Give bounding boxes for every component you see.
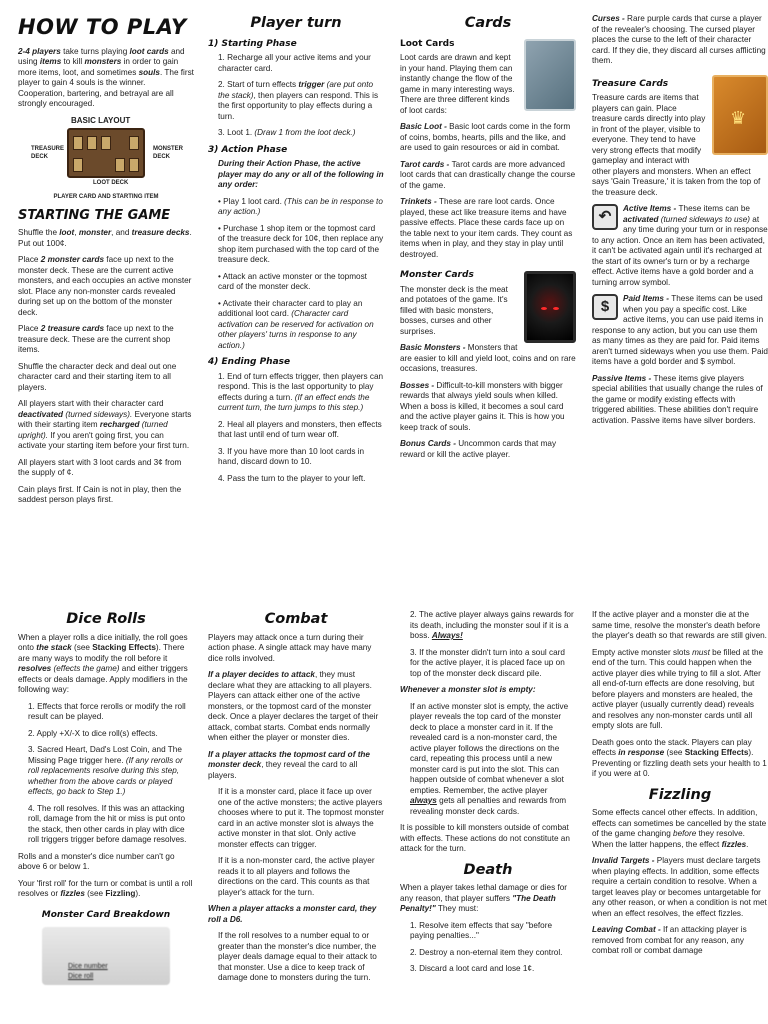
loot-cards-text: Loot cards are drawn and kept in your hand. Playing them can instantly change the flow of the game in many interesting ways. There are three different kinds of loot cards: — [400, 53, 515, 115]
first-roll-text: Your 'first roll' for the turn or combat is until a roll resolves or fizzles (see Fizzling). — [18, 878, 193, 899]
death-step-2: 2. Destroy a non-eternal item they control. — [410, 947, 563, 957]
treasure-cards-text: Treasure cards are items that players can gain. Place treasure cards directly into play in front of the player, visible to everyone. They tend to have very strong effects that modify gameplay and interact with other players and monsters. When an effect says 'Gain Treasure,' it is taken from the top of the treasure deck. — [592, 93, 761, 197]
end-step-3: 3. If you have more than 10 loot cards in hand, discard down to 10. — [218, 446, 365, 467]
combat-non-monster-card: If it is a non-monster card, the active player reads it to all players and follows the directions on the card. This counts as that player's attack for the turn. — [218, 856, 375, 897]
setup-step-4: Shuffle the character deck and deal out one character card and their starting item to all players. — [18, 361, 177, 392]
combat-roll-d6: When a player attacks a monster card, they roll a D6. — [208, 904, 377, 924]
game-board-illustration — [67, 128, 145, 178]
setup-step-1: Shuffle the loot, monster, and treasure decks. Put out 100¢. — [18, 228, 192, 248]
leaving-combat-text: Leaving Combat - If an attacking player is removed from combat for any reason, any combat roll or combat damage — [592, 925, 747, 956]
empty-slot-text: If an active monster slot is empty, the active player reveals the top card of the monster deck to place a monster card in it. If the revealed card is a non-monster card, the active player follows the directions on the card, repeating this process until a new monster card is put into the slot. This can happen outside of combat whenever a slot empties. Remember, the active player always gets all penalties and rewards from revealing monster deck cards. — [410, 701, 569, 816]
bonus-cards-text: Bonus Cards - Uncommon cards that may reward or kill the active player. — [400, 439, 557, 459]
simultaneous-death-text: If the active player and a monster die at the same time, resolve the monster's death before the player's death so that rewards are still given. — [592, 610, 767, 640]
combat-topmost: If a player attacks the topmost card of the monster deck, they reveal the card to all players. — [208, 749, 370, 780]
combat-declare: If a player decides to attack, they must declare what they are attacking to all players. Players can attack either one of the active monsters, or the topmost card of the monster deck. Once a player declares the target of their attack, combat starts. Combat ends normally when either the player or monster dies. — [208, 670, 379, 743]
layout-label-loot-deck: LOOT DECK — [93, 179, 129, 186]
dice-step-4: 4. The roll resolves. If this was an attacking roll, damage from the hit or miss is put onto the stack, then other cards in play with dice roll triggers trigger before damage resolves. — [28, 803, 187, 845]
combat-heading: Combat — [264, 611, 328, 627]
loot-cards-heading: Loot Cards — [400, 38, 455, 49]
basic-layout-diagram — [31, 116, 181, 192]
monster-death-column — [400, 610, 576, 981]
player-turn-column — [208, 14, 384, 490]
layout-label-treasure-deck: TREASURE DECK — [31, 145, 65, 160]
crown-icon: ♛ — [730, 107, 747, 128]
trinkets-text: Trinkets - These are rare loot cards. Once played, these act like treasure items and have passive effects. Place these cards face up on the table next to your item cards. They count as items when in play, and they stay in play until destroyed. — [400, 197, 573, 259]
dice-roll-label: Dice roll — [68, 973, 94, 981]
dice-rolls-column — [18, 610, 194, 985]
death-intro: When a player takes lethal damage or dies for any reason, that player suffers "The Death Penalty!" They must: — [400, 883, 568, 914]
setup-step-7: Cain plays first. If Cain is not in play, then the saddest person plays first. — [18, 484, 182, 505]
action-2: • Purchase 1 shop item or the topmost card of the treasure deck for 10¢, then replace any shop item purchased with the top card of the treasure deck. — [218, 223, 384, 265]
starting-game-heading: STARTING THE GAME — [18, 207, 171, 223]
fizzling-heading: Fizzling — [648, 786, 712, 803]
dice-number-label: Dice number — [68, 963, 108, 971]
combat-roll-resolve: If the roll resolves to a number equal to or greater than the monster's dice number, the player deals damage equal to their attack to that monster. Use a dice to keep track of damage done to monsters during the turn. — [218, 931, 377, 983]
tarot-text: Tarot cards - Tarot cards are more advanced loot cards that can drastically change the course of the game. — [400, 159, 576, 190]
dice-limits: Rolls and a monster's dice number can't go above 6 or below 1. — [18, 851, 175, 872]
monster-card-image — [524, 271, 576, 343]
ending-phase-heading: 4) Ending Phase — [208, 357, 291, 368]
setup-step-2: Place 2 monster cards face up next to the monster deck. These are the current active monsters, and each occupies an active monster slot. Place any non-monster cards revealed during set up on the bottom of the monster deck. — [18, 255, 192, 317]
dice-step-3: 3. Sacred Heart, Dad's Lost Coin, and The Missing Page trigger here. (If any rerolls or roll replacements resolve during this step, whether from the above cards or played effects, go back to Step 1.) — [28, 745, 183, 797]
cards-heading: Cards — [464, 15, 512, 31]
action-3: • Attack an active monster or the topmost card of the monster deck. — [218, 271, 367, 292]
layout-label-monster-deck: MONSTER DECK — [153, 145, 183, 160]
end-step-1: 1. End of turn effects trigger, then players can respond. This is the last opportunity to play effects during a turn. (If an effect ends the current turn, the turn jumps to this step.) — [218, 371, 384, 413]
passive-items-text: Passive Items - These items give players special abilities that usually change the rules of the game or modify existing effects with triggered abilities. These abilities don't require activation. Passive items have silver borders. — [592, 373, 763, 425]
dice-step-1: 1. Effects that force rerolls or modify the roll result can be played. — [28, 701, 186, 722]
death-step-3: 3. Discard a loot card and lose 1¢. — [410, 964, 535, 974]
invalid-targets-text: Invalid Targets - Players must declare targets when playing effects. In addition, some effects require a certain condition to resolve. When a target leaves play or becomes untargetable for any other reason, or when a condition is not met when an effect resolves, the effect fizzles. — [592, 856, 767, 918]
layout-label-player-card: PLAYER CARD AND STARTING ITEM — [53, 193, 159, 200]
setup-step-5: All players start with their character card deactivated (turned sideways). Everyone starts with their starting item recharged (turned upright). If you aren't going first, you can activate your starting item before your first turn. — [18, 399, 192, 451]
start-step-1: 1. Recharge all your active items and your character card. — [218, 53, 371, 73]
combat-column — [208, 610, 384, 990]
dice-step-2: 2. Apply +X/-X to dice roll(s) effects. — [28, 728, 158, 738]
basic-monsters-text: Basic Monsters - Monsters that are easier to kill and yield loot, coins and on rare occasions, treasures. — [400, 343, 576, 374]
turn-arrow-icon: ↶ — [592, 204, 618, 230]
player-turn-heading: Player turn — [250, 15, 342, 31]
action-phase-intro: During their Action Phase, the active player may do any or all of the following in any order: — [218, 159, 384, 190]
combat-intro: Players may attack once a turn during their action phase. A single attack may have many dice rolls involved. — [208, 632, 372, 663]
treasure-card-image — [712, 75, 768, 155]
end-step-4: 4. Pass the turn to the player to your left. — [218, 473, 366, 483]
death-heading: Death — [463, 861, 513, 878]
action-1: • Play 1 loot card. (This can be in response to any action.) — [218, 196, 383, 217]
empty-slot-heading: Whenever a monster slot is empty: — [400, 685, 536, 694]
dice-intro: When a player rolls a dice initially, the roll goes onto the stack (see Stacking Effects). There are many ways to modify the roll before it resolves (effects the game) and either triggers effects or deals damage. Apply modifiers in the following way: — [18, 632, 188, 695]
death-step-1: 1. Resolve item effects that say "before paying penalties..." — [410, 920, 553, 941]
monster-cards-text: The monster deck is the meat and potatoes of the game. It's filled with basic monsters, bosses, curses and other surprises. — [400, 284, 508, 336]
cards-column — [400, 14, 576, 466]
reward-step-3: 3. If the monster didn't turn into a soul card for the active player, it is placed face up on top of the monster deck discard pile. — [410, 647, 565, 678]
starting-phase-heading: 1) Starting Phase — [208, 38, 297, 49]
monster-breakdown-heading: Monster Card Breakdown — [41, 909, 171, 920]
basic-loot-text: Basic Loot - Basic loot cards come in the form of coins, bombs, hearts, pills and the like, and are used to gain resources or aid in combat. — [400, 122, 571, 153]
monster-card-breakdown-image — [42, 927, 170, 985]
combat-monster-card: If it is a monster card, place it face up over one of the active monsters; the active players chooses where to put it. The topmost monster card in an active monster slot is always the active monster in that slot. Only active monster effects can trigger. — [218, 787, 384, 849]
reward-step-2: 2. The active player always gains rewards for its death, including the monster soul if it is a boss. Always! — [410, 610, 574, 640]
curses-text: Curses - Rare purple cards that curse a player of the revealer's choosing. The cursed player places the curse to the left of their character card. If they die, they discard all curses afflicting them. — [592, 14, 766, 65]
page-title: HOW TO PLAY — [18, 15, 187, 39]
setup-step-3: Place 2 treasure cards face up next to the treasure deck. These are the current shop items. — [18, 324, 174, 355]
layout-title: BASIC LAYOUT — [71, 115, 131, 125]
intro-text: 2-4 players take turns playing loot cards and using items to kill monsters in order to gain more items, loot, and sometimes souls. The first player to gain 4 souls is the winner. Cooperation, bartering, and betrayal are all strongly encouraged. — [18, 46, 194, 109]
treasure-cards-heading: Treasure Cards — [592, 78, 669, 89]
how-to-play-column — [18, 14, 194, 512]
fizzling-column — [592, 610, 768, 963]
action-phase-heading: 3) Action Phase — [208, 144, 288, 155]
monster-cards-heading: Monster Cards — [400, 270, 474, 281]
empty-slots-text: Empty active monster slots must be filled at the end of the turn. This could happen when the active player dies while trying to fill a slot. After all end-of-turn effects are done resolving, but before players and monsters are healed, the active player (usually currently dead) reveals and resolves any non-monster cards until all empty slots are full. — [592, 647, 764, 730]
kill-outside-combat-text: It is possible to kill monsters outside of combat with effects. These actions do not constitute an attack for the turn. — [400, 823, 570, 853]
action-4: • Activate their character card to play an additional loot card. (Character card activation can be reserved for activation on other players' turns in response to any action.) — [218, 298, 374, 350]
treasure-column — [592, 14, 768, 432]
active-items-text: Active Items - These items can be activated (turned sideways to use) at any time during your turn or in response to any action. Once an item has been activated, it can't be activated again until it's recharged at the start of its owner's turn or by a recharge effect. Active items have a gold border and a turning arrow symbol. — [592, 204, 768, 287]
start-step-3: 3. Loot 1. (Draw 1 from the loot deck.) — [218, 128, 356, 138]
dice-rolls-heading: Dice Rolls — [66, 611, 146, 627]
bosses-text: Bosses - Difficult-to-kill monsters with bigger rewards that always yield souls when killed. When a boss is killed, it becomes a soul card and the active player gains it. This is how you keep track of souls. — [400, 380, 565, 432]
end-step-2: 2. Heal all players and monsters, then effects that last until end of turn wear off. — [218, 419, 382, 440]
dollar-icon: $ — [592, 294, 618, 320]
fizzling-intro: Some effects cancel other effects. In addition, effects can sometimes be cancelled by the state of the game changing before they resolve. When the latter happens, the effect fizzles. — [592, 808, 767, 849]
setup-step-6: All players start with 3 loot cards and 3¢ from the supply of ¢. — [18, 457, 182, 478]
loot-card-image — [524, 39, 576, 111]
start-step-2: 2. Start of turn effects trigger (are put onto the stack), then players can respond. This is the first opportunity to play effects during a turn. — [218, 80, 379, 121]
death-stack-text: Death goes onto the stack. Players can play effects in response (see Stacking Effects). Preventing or fizzling death sets your health to 1 if you were at 0. — [592, 737, 767, 778]
paid-items-text: Paid Items - These items can be used when you pay a specific cost. Like active items, you can use paid items in response to any action, but you can use them as many times as they are paid for. Paid items aren't turned sideways when you use them. Paid items have a gold border and $ symbol. — [592, 294, 768, 367]
